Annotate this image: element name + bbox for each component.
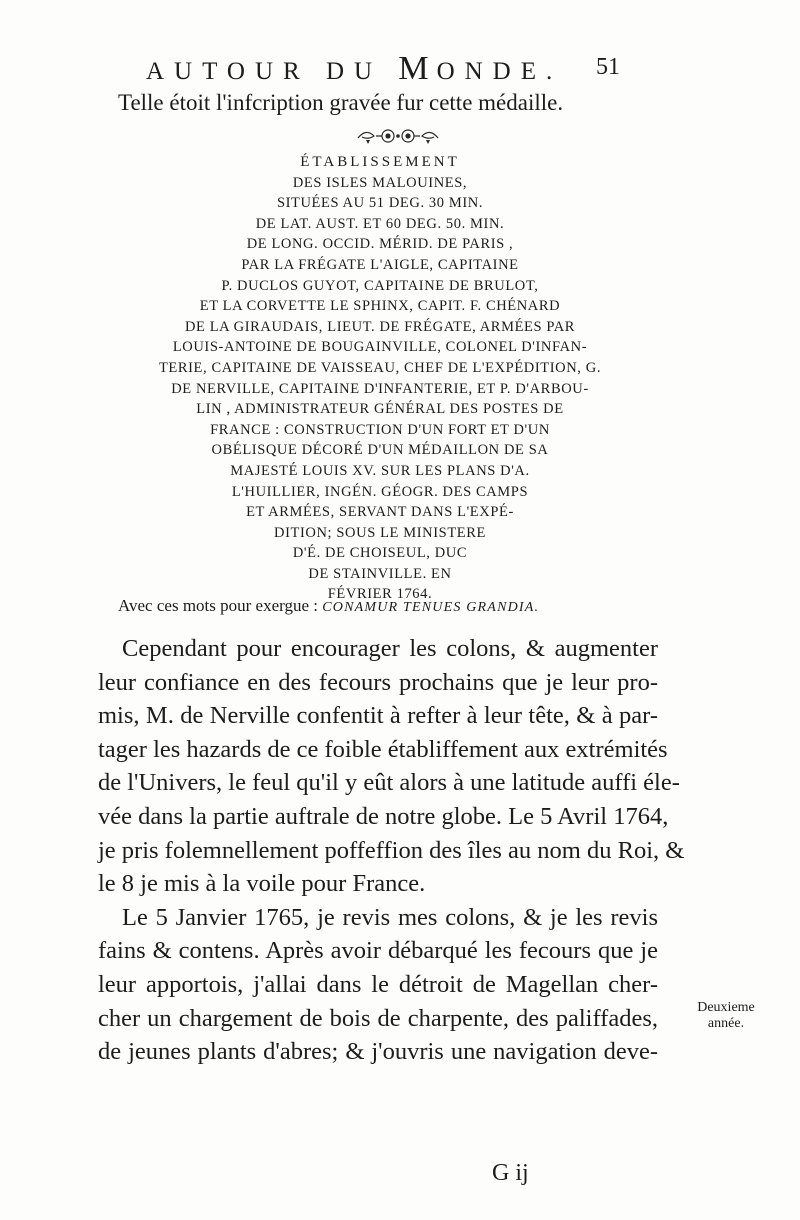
- body-line: cher un chargement de bois de charpente, des paliffades,: [98, 1004, 658, 1032]
- inscription-line: L'HUILLIER, INGÉN. GÉOGR. DES CAMPS: [231, 483, 529, 500]
- body-line: Cependant pour encourager les colons, & augmenter: [122, 635, 658, 662]
- inscription-line: ET ARMÉES, SERVANT DANS L'EXPÉ-: [246, 504, 514, 521]
- body-line: de jeunes plants d'abres; & j'ouvris une navigation deve-: [98, 1038, 658, 1066]
- running-head-part: ONDE.: [436, 58, 563, 85]
- running-head-capital: M: [398, 50, 437, 87]
- inscription-line: LIN , ADMINISTRATEUR GÉNÉRAL DES POSTES DE: [196, 401, 564, 418]
- body-line: fains & contens. Après avoir débarqué les fecours que je: [98, 937, 658, 965]
- margin-note: [678, 1000, 774, 1032]
- inscription-line: SITUÉES AU 51 DEG. 30 MIN.: [276, 195, 484, 212]
- inscription-line: ÉTABLISSEMENT: [300, 154, 460, 170]
- signature-mark: G ij: [492, 1160, 529, 1186]
- intro-sentence: Telle étoit l'infcription gravée fur cette médaille.: [118, 90, 564, 115]
- body-line: leur apportois, j'allai dans le détroit de Magellan cher-: [98, 970, 658, 998]
- exergue-prefix: Avec ces mots pour exergue :: [118, 596, 318, 615]
- inscription-line: DE LONG. OCCID. MÉRID. DE PARIS ,: [246, 236, 514, 253]
- body-line: vée dans la partie auftrale de notre globe. Le 5 Avril 1764,: [98, 802, 669, 830]
- inscription-line: FÉVRIER 1764.: [327, 586, 433, 603]
- inscription-line: FRANCE : CONSTRUCTION D'UN FORT ET D'UN: [210, 421, 550, 438]
- inscription-line: DE LAT. AUST. ET 60 DEG. 50. MIN.: [255, 215, 505, 232]
- inscription-line: ET LA CORVETTE LE SPHINX, CAPIT. F. CHÉNARD: [199, 298, 561, 315]
- inscription-line: MAJESTÉ LOUIS XV. SUR LES PLANS D'A.: [230, 462, 530, 479]
- inscription-line: DE NERVILLE, CAPITAINE D'INFANTERIE, ET P. D'ARBOU-: [171, 380, 589, 397]
- body-paragraphs: [98, 632, 685, 1069]
- inscription-line: TERIE, CAPITAINE DE VAISSEAU, CHEF DE L'EXPÉDITION, G.: [158, 359, 602, 376]
- medal-inscription: [98, 152, 662, 605]
- inscription-line: D'É. DE CHOISEUL, DUC: [292, 545, 468, 562]
- body-line: leur confiance en des fecours prochains que je leur pro-: [98, 668, 658, 696]
- inscription-line: PAR LA FRÉGATE L'AIGLE, CAPITAINE: [241, 256, 519, 273]
- inscription-line: LOUIS-ANTOINE DE BOUGAINVILLE, COLONEL D'INFAN-: [172, 339, 588, 356]
- inscription-line: DES ISLES MALOUINES,: [292, 174, 468, 191]
- body-line: le 8 je mis à la voile pour France.: [98, 870, 426, 898]
- fleuron-ornament-icon: [354, 126, 442, 146]
- body-line: tager les hazards de ce foible établiffement aux extrémités: [98, 735, 668, 763]
- margin-note-line: année.: [707, 1016, 745, 1031]
- inscription-line: OBÉLISQUE DÉCORÉ D'UN MÉDAILLON DE SA: [211, 442, 549, 459]
- inscription-line: DE LA GIRAUDAIS, LIEUT. DE FRÉGATE, ARMÉES PAR: [184, 318, 576, 335]
- inscription-line: DITION; SOUS LE MINISTERE: [274, 524, 486, 541]
- margin-note-line: Deuxieme: [697, 1000, 755, 1015]
- body-line: mis, M. de Nerville confentit à refter à leur tête, & à par-: [98, 702, 658, 730]
- running-head-part: AUTOUR DU: [146, 58, 399, 85]
- inscription-line: DE STAINVILLE. EN: [308, 565, 452, 582]
- inscription-line: P. DUCLOS GUYOT, CAPITAINE DE BRULOT,: [221, 277, 539, 294]
- body-line: Le 5 Janvier 1765, je revis mes colons, & je les revis: [122, 903, 658, 931]
- running-head: [146, 50, 596, 88]
- body-line: je pris folemnellement poffeffion des îles au nom du Roi, &: [98, 836, 685, 864]
- exergue-line: [118, 596, 678, 616]
- page-number: 51: [596, 54, 620, 80]
- exergue-motto: CONAMUR TENUES GRANDIA.: [322, 600, 540, 615]
- body-line: de l'Univers, le feul qu'il y eût alors à une latitude auffi éle-: [98, 769, 680, 797]
